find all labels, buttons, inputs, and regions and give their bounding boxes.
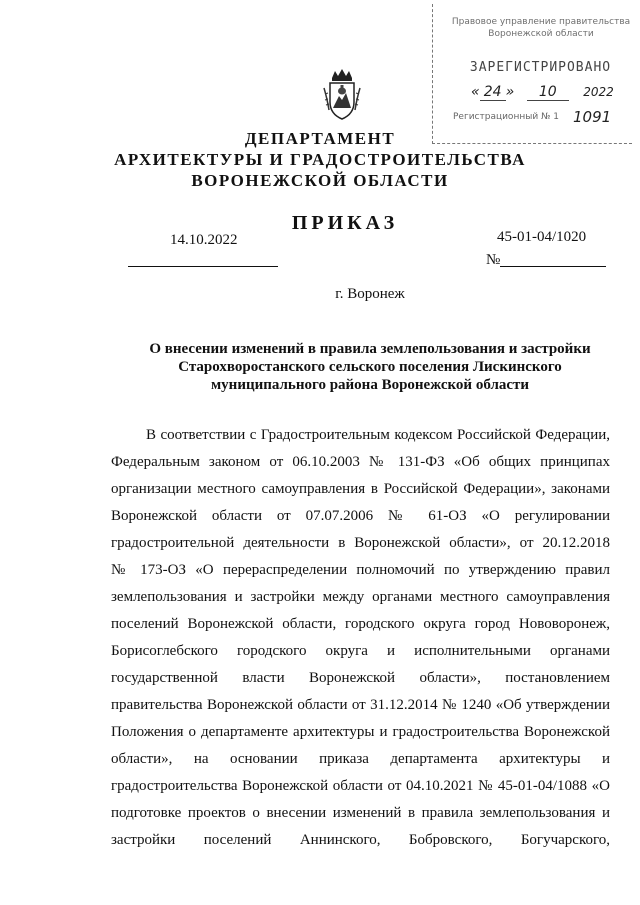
stamp-reg-label: Регистрационный № 1 (453, 112, 559, 122)
department-title-line2: АРХИТЕКТУРЫ И ГРАДОСТРОИТЕЛЬСТВА (114, 150, 526, 169)
number-underline (500, 266, 606, 267)
order-number: 45-01-04/1020 (497, 229, 587, 245)
subject-line1: О внесении изменений в правила землепользования и застройки (149, 341, 591, 357)
stamp-date: « 24 » 10 2022 (471, 84, 631, 101)
subject-line2: Старохворостанского сельского поселения Лискинского (178, 359, 562, 375)
registration-stamp (432, 4, 632, 144)
body-line: Положения о департаменте архитектуры и градостроительства Воронежской (111, 724, 610, 740)
stamp-org-line1: Правовое управление правительства (451, 17, 631, 27)
body-line: организации местного самоуправления в Российской Федерации», законами (111, 481, 610, 497)
date-underline (128, 266, 278, 267)
order-date: 14.10.2022 (170, 232, 238, 248)
body-line: землепользования и застройки между органами местного самоуправления (111, 589, 610, 605)
stamp-month: 10 (527, 84, 569, 101)
order-subject (100, 340, 640, 394)
body-line: подготовке проектов о внесении изменений в правила землепользования и (111, 805, 610, 821)
subject-line3: муниципального района Воронежской области (210, 377, 530, 393)
stamp-organization (451, 16, 631, 40)
body-line: градостроительной деятельности в Воронежской области», от 20.12.2018 (111, 535, 610, 551)
department-title-line1: ДЕПАРТАМЕНТ (244, 129, 396, 148)
order-city: г. Воронеж (335, 286, 405, 302)
body-line: В соответствии с Градостроительным кодексом Российской Федерации, (146, 427, 610, 443)
stamp-reg-number: 1091 (573, 108, 612, 126)
department-title-line3: ВОРОНЕЖСКОЙ ОБЛАСТИ (191, 171, 449, 190)
body-line: области», на основании приказа департамента архитектуры и (111, 751, 610, 767)
coat-of-arms-icon (322, 68, 362, 122)
stamp-org-line2: Воронежской области (488, 29, 594, 39)
body-line: государственной власти Воронежской области», постановлением (111, 670, 610, 686)
body-line: застройки поселений Аннинского, Бобровского, Богучарского, (111, 832, 610, 848)
body-line: Федеральным законом от 06.10.2003 № 131-ФЗ «Об общих принципах (111, 454, 610, 470)
body-line: градостроительства Воронежской области от 04.10.2021 № 45-01-04/1088 «О (111, 778, 610, 794)
body-line: № 173-ОЗ «О перераспределении полномочий по утверждению правил (111, 562, 610, 578)
stamp-registered-label: ЗАРЕГИСТРИРОВАНО (469, 60, 612, 75)
stamp-day: 24 (480, 84, 506, 101)
body-line: Воронежской области от 07.07.2006 № 61-ОЗ «О регулировании (111, 508, 610, 524)
stamp-year: 2022 (583, 85, 614, 99)
body-line: Борисоглебского городского округа и исполнительными органами (111, 643, 610, 659)
order-title: ПРИКАЗ (291, 212, 399, 234)
body-line: правительства Воронежской области от 31.12.2014 № 1240 «Об утверждении (111, 697, 610, 713)
body-line: поселений Воронежской области, городского округа город Нововоронеж, (111, 616, 610, 632)
order-body (111, 422, 610, 854)
order-number-label: № (486, 252, 501, 268)
